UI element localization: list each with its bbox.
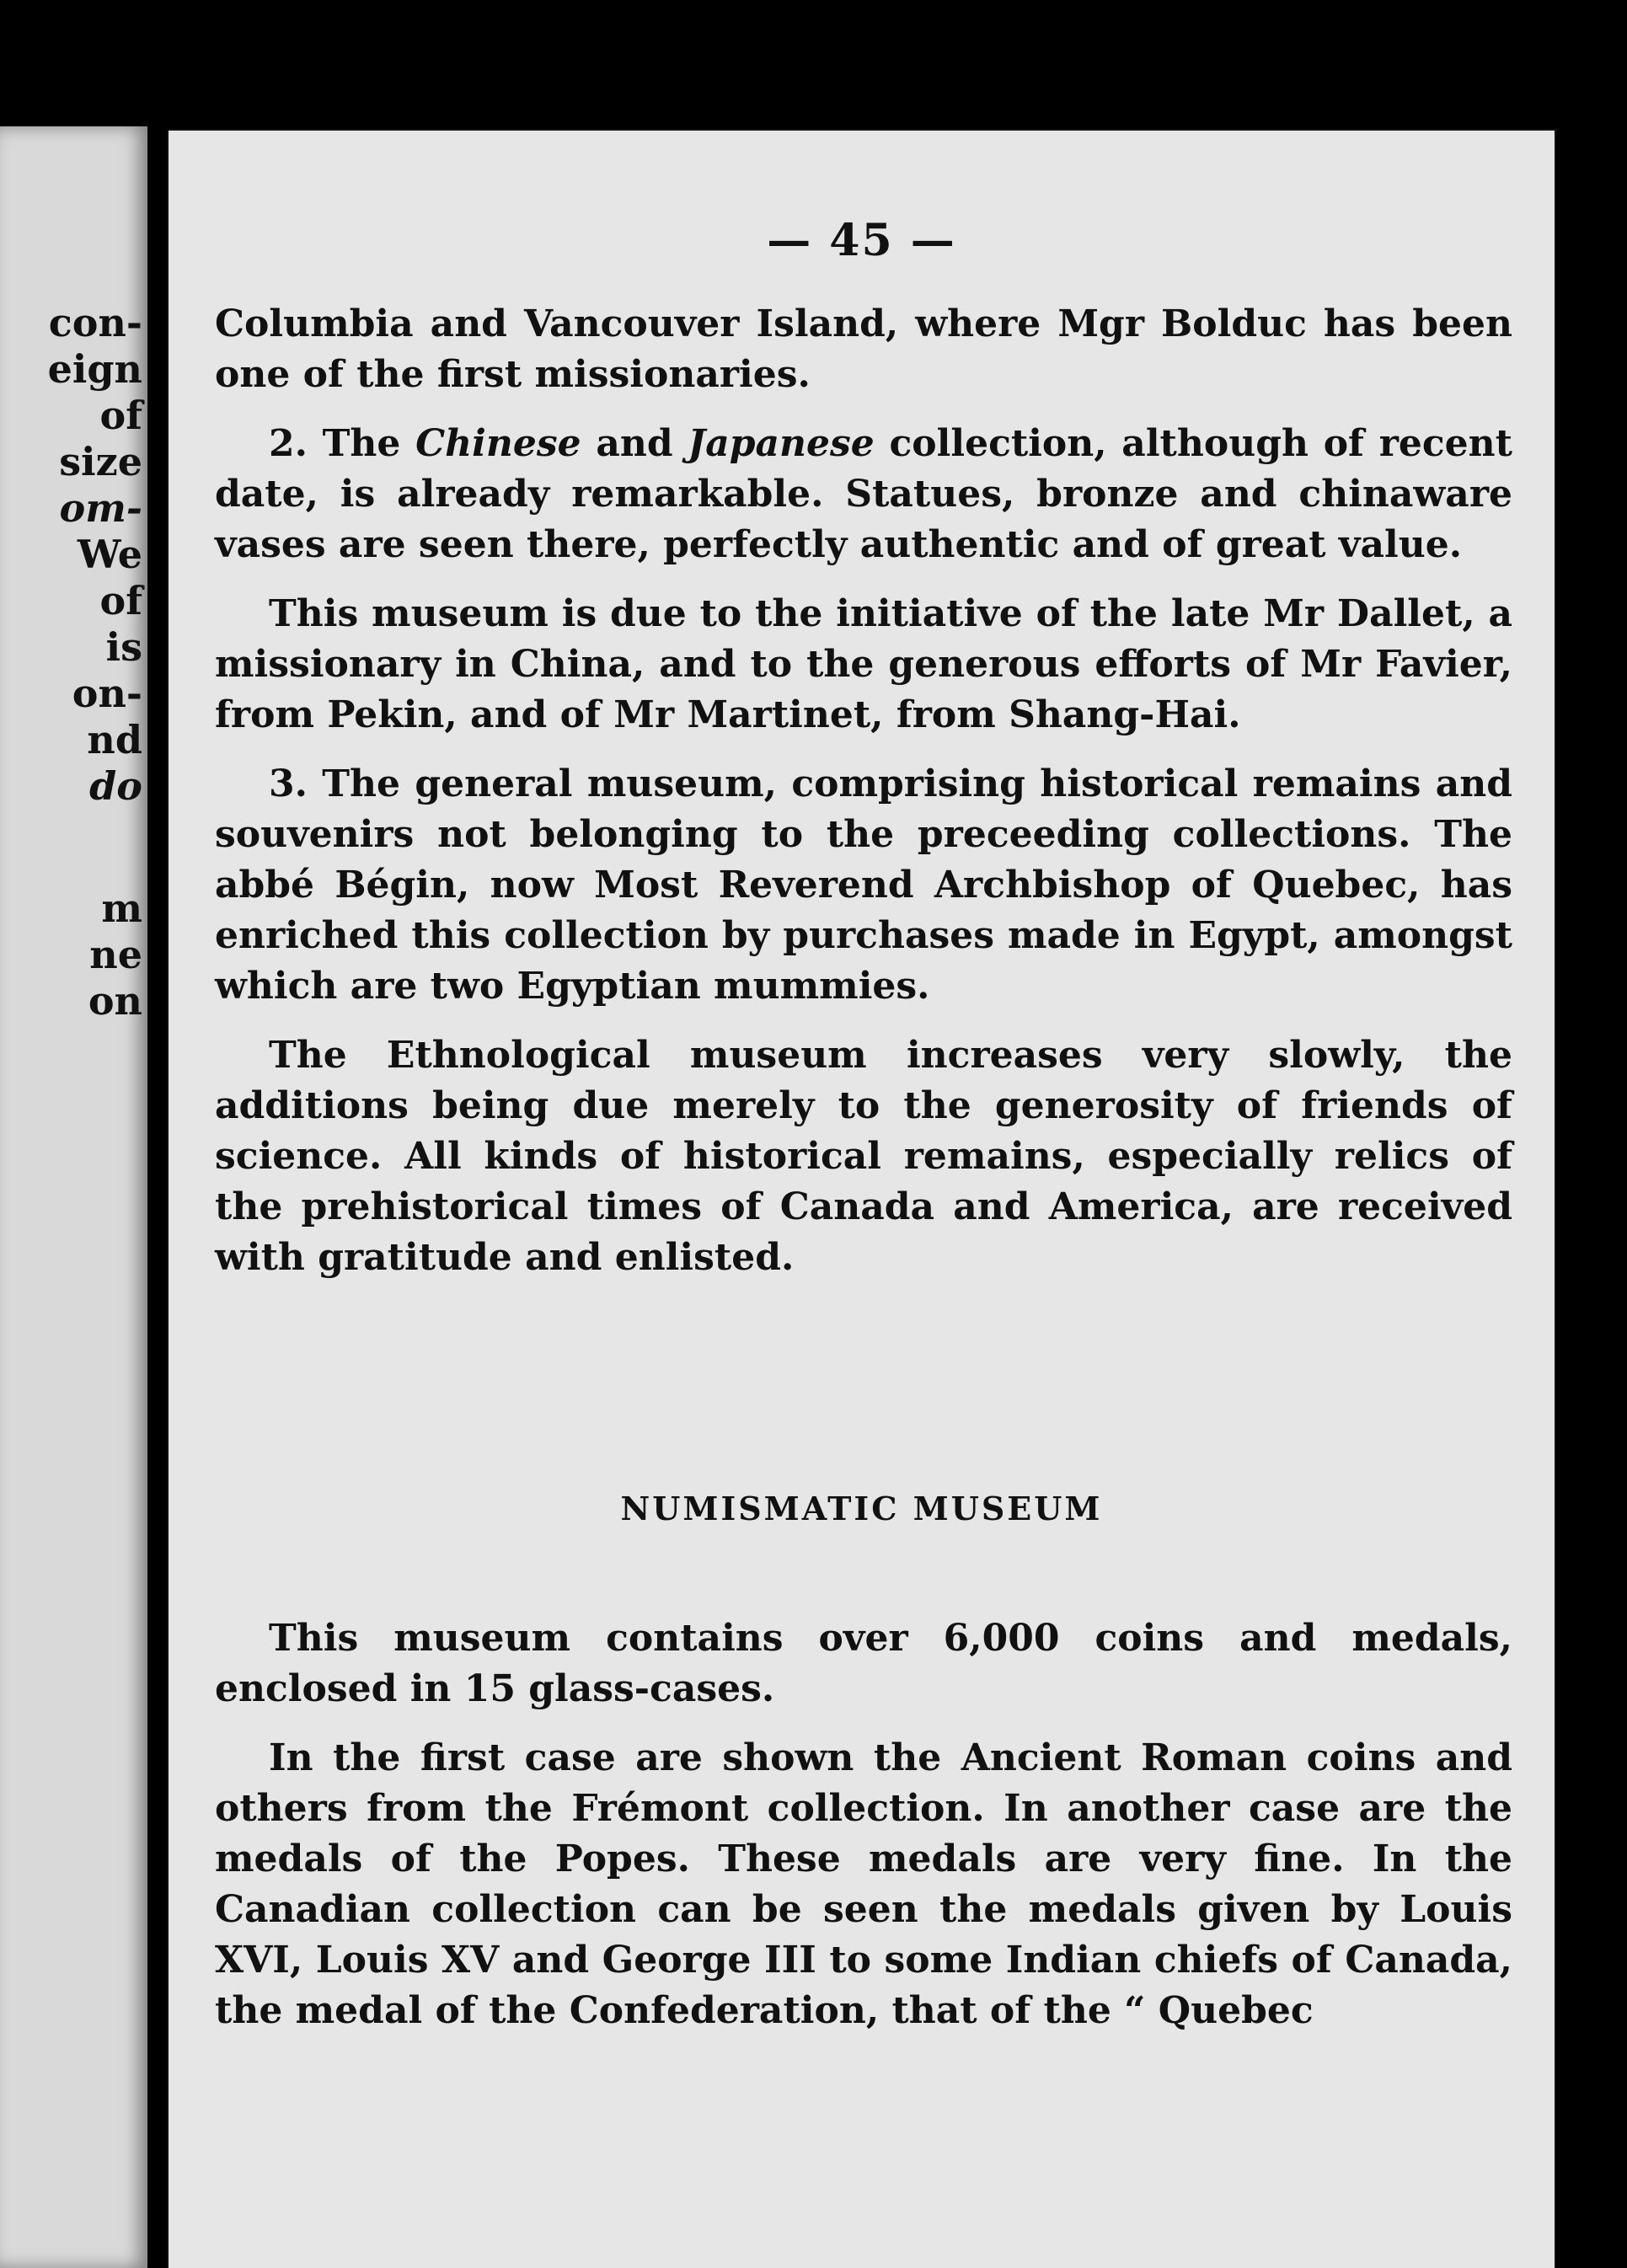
paragraph-chinese-japanese-part-a: 2. The [269,422,416,465]
paragraph-ethnological-museum: The Ethnological museum increases very slowly, the additions being due merely to the generosity of friends of science. All kinds of historical remains, especially relics of the prehistorical times of Canada and America, are received with gratitude and enlisted. [215,1034,1512,1279]
previous-page-fragment: on- [72,671,142,716]
page-number: — 45 — [767,215,956,266]
previous-page-fragment: om- [59,485,142,531]
previous-page-text-fragments [0,126,147,2268]
previous-page-fragment: on [88,978,142,1024]
previous-page-edge [0,126,147,2268]
previous-page-fragment: of [99,393,142,438]
paragraph-chinese-japanese-part-c: collection, although of recent date, is already remarkable. Statues, bronze and chinaware vases are seen there, perfectly authentic and of great value. [215,422,1512,566]
paragraph-columbia: Columbia and Vancouver Island, where Mgr Bolduc has been one of the first missionaries. [215,302,1512,396]
previous-page-fragment: m [101,885,142,931]
book-page [169,131,1555,2268]
paragraph-chinese-japanese [215,419,1512,570]
upper-text-block [215,299,1512,1302]
paragraph-general-museum: 3. The general museum, comprising historical remains and souvenirs not belonging to the preceeding collections. The abbé Bégin, now Most Reverend Archbishop of Quebec, has enriched this collection by purchases made in Egypt, amongst which are two Egyptian mummies. [215,762,1512,1008]
italic-chinese: Chinese [415,422,581,465]
previous-page-fragment: eign [47,346,142,392]
previous-page-fragment: of [99,578,142,623]
italic-japanese: Japanese [688,422,875,465]
paragraph-chinese-japanese-part-b: and [581,422,688,465]
previous-page-fragment: We [77,532,142,577]
section-title: NUMISMATIC MUSEUM [620,1490,1103,1527]
previous-page-fragment: size [59,439,142,484]
paragraph-numismatic-cases: In the first case are shown the Ancient Roman coins and others from the Frémont collection. In another case are the medals of the Popes. These medals are very fine. In the Canadian collection can be seen the medals given by Louis XVI, Louis XV and George III to some Indian chiefs of Canada, the medal of the Confederation, that of the “ Quebec [215,1736,1512,2032]
previous-page-fragment: con- [48,300,142,345]
paragraph-museum-initiative: This museum is due to the initiative of the late Mr Dallet, a missionary in China, and to the generous efforts of Mr Favier, from Pekin, and of Mr Martinet, from Shang-Hai. [215,592,1512,736]
previous-page-fragment: ne [89,932,142,977]
previous-page-fragment: do [89,763,142,809]
lower-text-block [215,1613,1512,2055]
paragraph-numismatic-intro: This museum contains over 6,000 coins and medals, enclosed in 15 glass-cases. [215,1617,1512,1710]
previous-page-fragment: nd [87,717,142,762]
previous-page-fragment: is [105,624,142,670]
